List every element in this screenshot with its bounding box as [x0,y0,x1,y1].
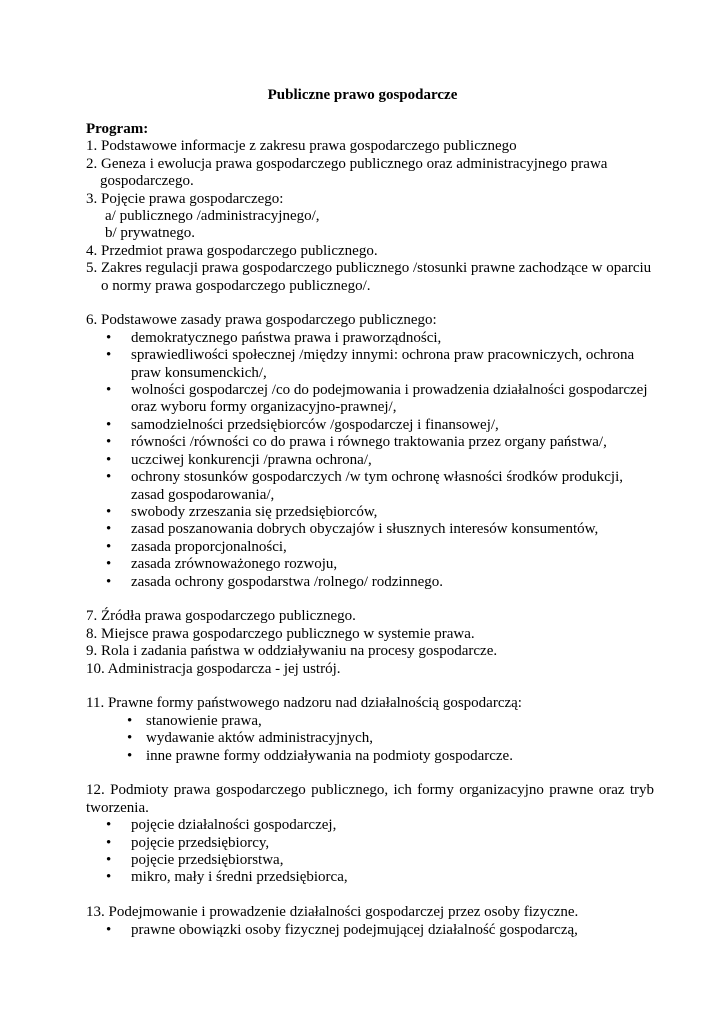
bullet-icon: • [106,869,112,886]
bullet-icon: • [106,921,112,938]
bullet-icon: • [106,538,112,555]
item-1: 1. Podstawowe informacje z zakresu prawa gospodarczego publicznego [86,138,517,155]
item-11-bullet [86,713,639,730]
item-6-bullet [86,382,648,417]
item-11-heading: 11. Prawne formy państwowego nadzoru nad działalnością gospodarczą: [86,695,522,712]
bullet-text: pojęcie przedsiębiorstwa, [131,852,284,868]
bullet-icon: • [106,556,112,573]
bullet-text: inne prawne formy oddziaływania na podmioty gospodarcze. [146,747,513,764]
item-3: 3. Pojęcie prawa gospodarczego: [86,190,284,207]
item-5-cont: o normy prawa gospodarczego publicznego/. [101,277,371,294]
item-12-bullet [86,817,639,834]
bullet-icon: • [106,347,112,364]
item-6-bullet [86,556,639,573]
bullet-text: mikro, mały i średni przedsiębiorca, [131,869,348,886]
item-6-bullet [86,539,639,556]
bullet-icon: • [106,503,112,520]
bullet-icon: • [127,747,133,764]
bullet-icon: • [106,329,112,346]
item-12-heading: 12. Podmioty prawa gospodarczego publicznego, ich formy organizacyjno prawne oraz tryb [86,782,655,799]
bullet-text: zasada ochrony gospodarstwa /rolnego/ rodzinnego. [131,573,443,590]
bullet-text: równości /równości co do prawa i równego traktowania przez organy państwa/, [131,434,607,451]
bullet-text: samodzielności przedsiębiorców /gospodarczej i finansowej/, [131,416,499,433]
spacer [86,765,639,782]
bullet-text: sprawiedliwości społecznej /między innymi: ochrona praw pracowniczych, ochrona [131,347,635,364]
item-11-bullet [86,730,639,747]
item-8: 8. Miejsce prawa gospodarczego publicznego w systemie prawa. [86,625,475,642]
document-title: Publiczne prawo gospodarcze [267,87,458,103]
item-6-bullet [86,434,639,451]
bullet-icon: • [106,834,112,851]
item-4: 4. Przedmiot prawa gospodarczego publicznego. [86,242,378,259]
item-12-bullet [86,852,639,869]
bullet-text: swobody zrzeszania się przedsiębiorców, [131,503,378,520]
bullet-icon: • [127,712,133,729]
item-11-bullet [86,748,639,765]
bullet-text: pojęcie działalności gospodarczej, [131,817,337,834]
item-12-heading-cont: tworzenia. [86,799,149,816]
bullet-text: wydawanie aktów administracyjnych, [146,730,374,747]
bullet-text: zasad poszanowania dobrych obyczajów i słusznych interesów konsumentów, [131,521,599,538]
item-6-bullet [86,347,639,382]
bullet-text-cont: praw konsumenckich/, [131,364,267,381]
item-6-bullet [86,574,639,591]
bullet-icon: • [106,573,112,590]
bullet-icon: • [106,382,112,399]
bullet-icon: • [106,521,112,538]
item-12-bullet [86,835,639,852]
item-10: 10. Administracja gospodarcza - jej ustrój. [86,660,341,677]
spacer [86,887,639,904]
item-7: 7. Źródła prawa gospodarczego publicznego. [86,608,356,625]
item-3b: b/ prywatnego. [105,225,195,242]
item-2: 2. Geneza i ewolucja prawa gospodarczego publicznego oraz administracyjnego prawa [86,155,608,172]
bullet-icon: • [106,434,112,451]
spacer [86,295,639,312]
item-6-bullet [86,452,639,469]
bullet-text-cont: zasad gospodarowania/, [131,486,275,503]
bullet-text: zasada proporcjonalności, [131,538,287,555]
bullet-text: ochrony stosunków gospodarczych /w tym ochronę własności środków produkcji, [131,469,623,486]
item-6-bullet [86,521,639,538]
bullet-icon: • [106,451,112,468]
item-6-bullet [86,504,639,521]
item-6-bullet [86,469,639,504]
program-heading: Program: [86,121,149,137]
item-2-cont: gospodarczego. [100,173,194,190]
item-6-bullet [86,417,639,434]
bullet-text: stanowienie prawa, [146,712,262,729]
bullet-icon: • [106,469,112,486]
document-content [86,121,655,939]
item-13-heading: 13. Podejmowanie i prowadzenie działalności gospodarczej przez osoby fizyczne. [86,904,579,921]
bullet-icon: • [106,817,112,834]
bullet-text: zasada zrównoważonego rozwoju, [131,556,338,573]
item-12-bullet [86,869,639,886]
bullet-icon: • [127,730,133,747]
spacer [86,591,639,608]
item-3a: a/ publicznego /administracyjnego/, [105,208,320,225]
item-6-heading: 6. Podstawowe zasady prawa gospodarczego publicznego: [86,312,437,329]
bullet-text: prawne obowiązki osoby fizycznej podejmującej działalność gospodarczą, [131,921,578,938]
item-9: 9. Rola i zadania państwa w oddziaływaniu na procesy gospodarcze. [86,643,498,660]
bullet-icon: • [106,416,112,433]
bullet-text: pojęcie przedsiębiorcy, [131,834,270,851]
bullet-text-cont: oraz wyboru formy organizacyjno-prawnej/, [131,399,397,416]
bullet-text: wolności gospodarczej /co do podejmowania i prowadzenia działalności gospodarczej [131,382,648,399]
item-13-bullet [86,922,639,939]
bullet-text: demokratycznego państwa prawa i praworządności, [131,329,442,346]
bullet-icon: • [106,852,112,868]
item-6-bullet [86,330,639,347]
item-5: 5. Zakres regulacji prawa gospodarczego publicznego /stosunki prawne zachodzące w oparciu [86,260,652,277]
spacer [86,678,639,695]
bullet-text: uczciwej konkurencji /prawna ochrona/, [131,451,372,468]
